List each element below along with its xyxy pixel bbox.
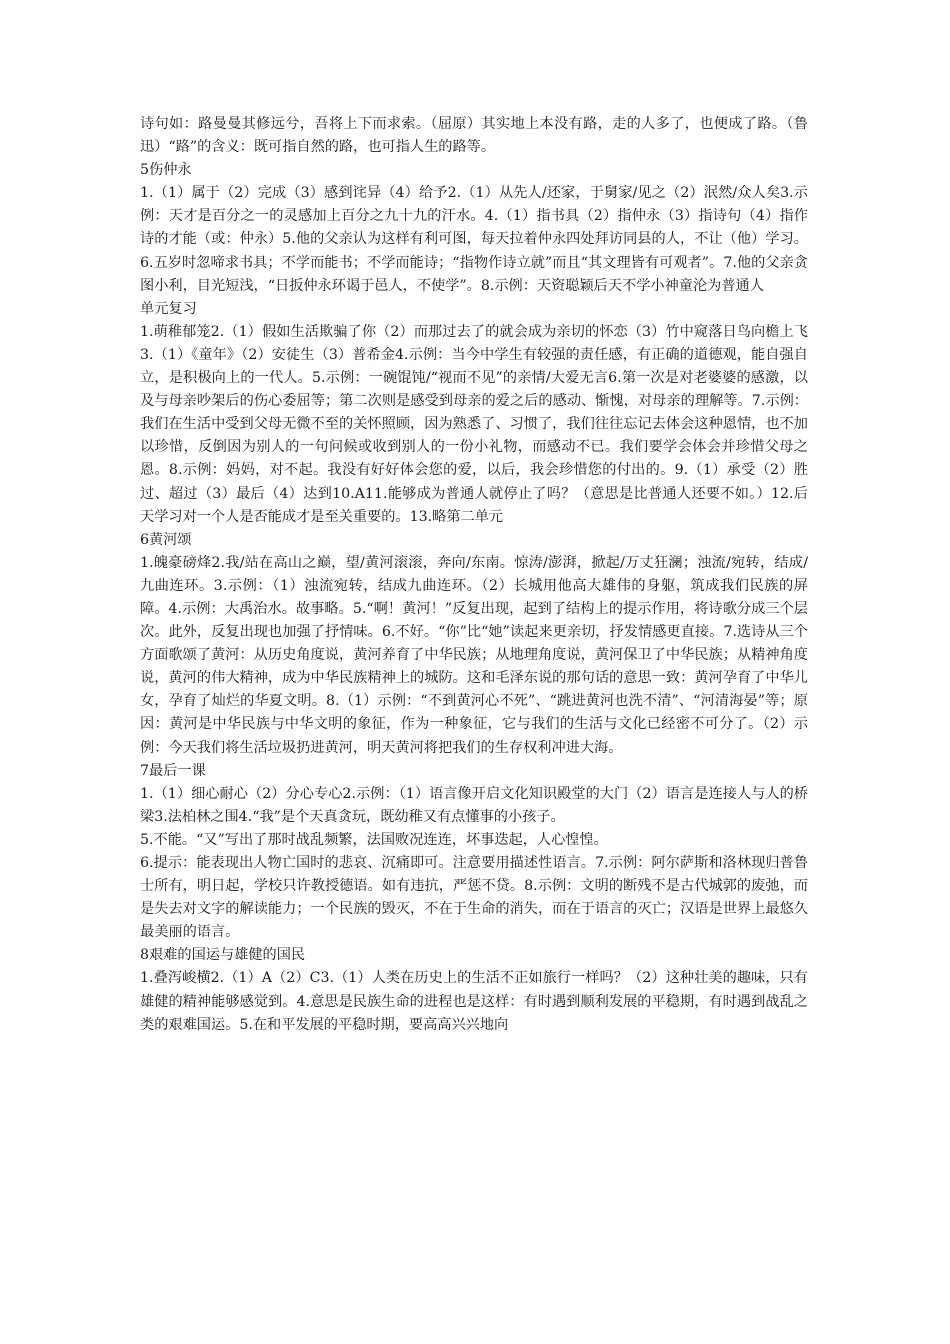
paragraph-unit-review-answers: 1.萌稚郁笼2.（1）假如生活欺骗了你（2）而那过去了的就会成为亲切的怀恋（3）竹中窥落日鸟向檐上飞3.（1）《童年》（2）安徒生（3）普希金4.示例：当今中学生有较强的责任感，有正确的道德观，能自强自立，是积极向上的一代人。5.示例：一碗馄饨/“视而不见”的亲情/大爱无言6.第一次是对老婆婆的感激，以及与母亲吵架后的伤心委屈等；第二次则是感受到母亲的爱之后的感动、惭愧，对母亲的理解等。7.示例：我们在生活中受到父母无微不至的关怀照顾，因为熟悉了、习惯了，我们往往忘记去体会这种恩情，也不加以珍惜，反倒因为别人的一句问候或收到别人的一份小礼物，而感动不已。我们要学会体会并珍惜父母之恩。8.示例：妈妈，对不起。我没有好好体会您的爱，以后，我会珍惜您的付出的。9.（1）承受（2）胜过、超过（3）最后（4）达到10.A11.能够成为普通人就停止了吗？（意思是比普通人还要不如。）12.后天学习对一个人是否能成才是至关重要的。13.略第二单元 [140, 323, 808, 525]
paragraph-lesson-7-answers-part-2: 5.不能。“又”写出了那时战乱频繁，法国败况连连，坏事迭起，人心惶惶。 [140, 831, 608, 848]
section-heading-lesson-6: 6黄河颂 [140, 531, 192, 548]
section-heading-lesson-8: 8艰难的国运与雄健的国民 [140, 947, 306, 964]
section-heading-unit-review: 单元复习 [140, 300, 197, 317]
paragraph-lesson-5-answers: 1.（1）属于（2）完成（3）感到诧异（4）给予2.（1）从先人/还家，于舅家/见之（2）泯然/众人矣3.示例：天才是百分之一的灵感加上百分之九十九的汗水。4.（1）指书具（2）指仲永（3）指诗句（4）指作诗的才能（或：仲永）5.他的父亲认为这样有利可图，每天拉着仲永四处拜访同县的人，不让（他）学习。6.五岁时忽啼求书具；不学而能书；不学而能诗；“指物作诗立就”而且“其文理皆有可观者”。7.他的父亲贪图小利，目光短浅，“日扳仲永环谒于邑人，不使学”。8.示例：天资聪颖后天不学小神童沦为普通人 [140, 185, 808, 294]
document-page [140, 113, 808, 1037]
paragraph-lesson-6-answers: 1.魄豪磅烽2.我/站在高山之巅，望/黄河滚滚，奔向/东南。惊涛/澎湃，掀起/万丈狂澜；浊流/宛转，结成/九曲连环。3.示例：（1）浊流宛转，结成九曲连环。（2）长城用他高大雄伟的身躯，筑成我们民族的屏障。4.示例：大禹治水。故事略。5.“啊！黄河！”反复出现，起到了结构上的提示作用，将诗歌分成三个层次。此外，反复出现也加强了抒情味。6.不好。“你”比“她”读起来更亲切，抒发情感更直接。7.选诗从三个方面歌颂了黄河：从历史角度说，黄河养育了中华民族；从地理角度说，黄河保卫了中华民族；从精神角度说，黄河的伟大精神，成为中华民族精神上的城防。这和毛泽东说的那句话的意思一致：黄河孕育了中华儿女，孕育了灿烂的华夏文明。8.（1）示例：“不到黄河心不死”、“跳进黄河也洗不清”、“河清海晏”等；原因：黄河是中华民族与中华文明的象征，作为一种象征，它与我们的生活与文化已经密不可分了。（2）示例：今天我们将生活垃圾扔进黄河，明天黄河将把我们的生存权利冲进大海。 [140, 554, 808, 756]
paragraph-lesson-7-answers-part-1: 1.（1）细心耐心（2）分心专心2.示例：（1）语言像开启文化知识殿堂的大门（2）语言是连接人与人的桥梁3.法柏林之围4.“我”是个天真贪玩，既幼稚又有点懂事的小孩子。 [140, 785, 808, 825]
paragraph-lesson-8-answers: 1.叠泻峻横2.（1）A（2）C3.（1）人类在历史上的生活不正如旅行一样吗？（2）这种壮美的趣味，只有雄健的精神能够感觉到。4.意思是民族生命的进程也是这样：有时遇到顺利发展的平稳期，有时遇到战乱之类的艰难国运。5.在和平发展的平稳时期，要高高兴兴地向 [140, 970, 808, 1033]
paragraph-poem-lines: 诗句如：路曼曼其修远兮，吾将上下而求索。（屈原）其实地上本没有路，走的人多了，也便成了路。（鲁迅）“路”的含义：既可指自然的路，也可指人生的路等。 [140, 116, 808, 156]
section-heading-lesson-5: 5伤仲永 [140, 162, 192, 179]
section-heading-lesson-7: 7最后一课 [140, 762, 206, 779]
paragraph-lesson-7-answers-part-3: 6.提示：能表现出人物亡国时的悲哀、沉痛即可。注意要用描述性语言。7.示例：阿尔萨斯和洛林现归普鲁士所有，明日起，学校只许教授德语。如有违抗，严惩不贷。8.示例：文明的断残不是古代城郭的废弛，而是失去对文字的解读能力；一个民族的毁灭，不在于生命的消失，而在于语言的灭亡；汉语是世界上最悠久最美丽的语言。 [140, 855, 808, 941]
